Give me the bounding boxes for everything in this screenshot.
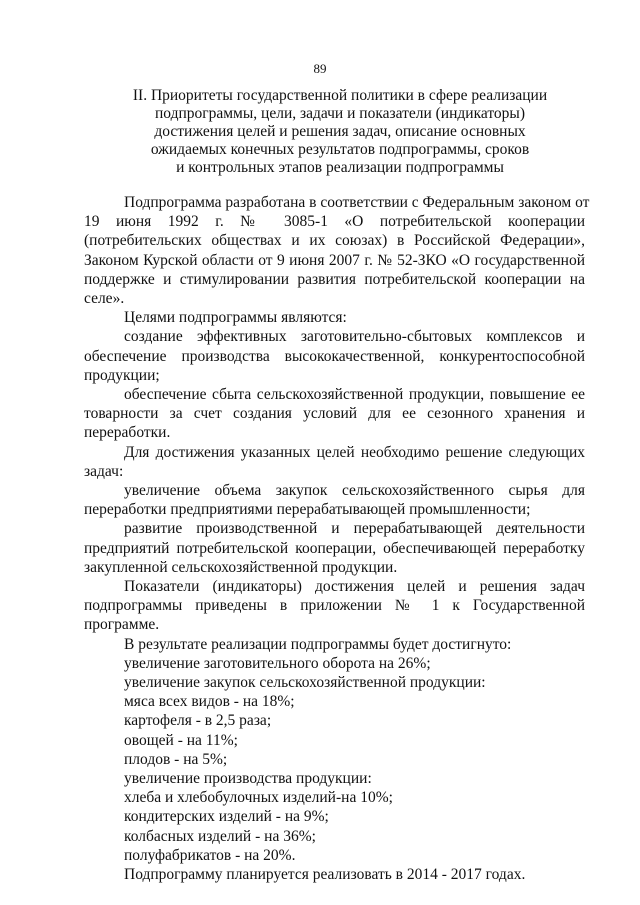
body-line: создание эффективных заготовительно-сбытовых комплексов и (124, 328, 585, 346)
body-line: Показатели (индикаторы) достижения целей и решения задач (124, 578, 585, 595)
body-line: полуфабрикатов - на 20%. (124, 846, 296, 864)
body-line: селе». (84, 290, 125, 307)
body-line: обеспечение сбыта сельскохозяйственной продукции, повышение ее (124, 386, 585, 403)
body-line: увеличение закупок сельскохозяйственной продукции: (124, 674, 486, 691)
body-line: Подпрограмма разработана в соответствии с Федеральным законом от (124, 194, 590, 211)
body-line: товарности за счет создания условий для ее сезонного хранения и (84, 405, 585, 423)
body-line: увеличение производства продукции: (124, 770, 372, 787)
body-line: колбасных изделий - на 36%; (124, 827, 316, 845)
body-line: предприятий потребительской кооперации, обеспечивающей переработку (84, 539, 585, 557)
body-line: обеспечение производства высококачественной, конкурентоспособной (84, 347, 585, 365)
body-line: программе. (84, 616, 160, 634)
body-line: продукции; (84, 366, 160, 384)
body-line: подпрограммы приведены в приложении № 1 к Государственной (84, 597, 585, 615)
body-line: увеличение объема закупок сельскохозяйственного сырья для (124, 482, 585, 499)
body-line: В результате реализации подпрограммы будет достигнуто: (124, 635, 512, 653)
section-heading (100, 87, 580, 177)
body-line: Для достижения указанных целей необходимо решение следующих (124, 443, 585, 461)
body-line: (потребительских обществах и их союзах) в Российской Федерации», (84, 232, 585, 250)
body-line: поддержке и стимулировании развития потребительской кооперации на (84, 270, 585, 288)
heading-line: ожидаемых конечных результатов подпрограммы, сроков (150, 141, 530, 158)
heading-line: достижения целей и решения задач, описание основных (154, 123, 526, 140)
heading-line: и контрольных этапов реализации подпрограммы (176, 159, 504, 176)
body-line: овощей - на 11%; (124, 731, 238, 749)
heading-line: подпрограммы, цели, задачи и показатели (индикаторы) (154, 105, 526, 122)
page-number: 89 (313, 61, 327, 76)
body-line: плодов - на 5%; (124, 750, 228, 768)
body-line: мяса всех видов - на 18%; (124, 693, 295, 711)
body-line: картофеля - в 2,5 раза; (124, 712, 272, 730)
body-line: кондитерских изделий - на 9%; (124, 808, 329, 826)
body-line: переработки предприятиями перерабатывающей промышленности; (84, 501, 531, 519)
body-line: развитие производственной и перерабатывающей деятельности (124, 520, 585, 538)
heading-line: II. Приоритеты государственной политики в сфере реализации (132, 87, 548, 104)
body-line: переработки. (84, 424, 171, 442)
body-line: хлеба и хлебобулочных изделий-на 10%; (124, 789, 393, 807)
body-line: 19 июня 1992 г. № 3085-1 «О потребительской кооперации (84, 213, 585, 231)
body-line: Законом Курской области от 9 июня 2007 г. № 52-ЗКО «О государственной (84, 251, 585, 269)
body-line: увеличение заготовительного оборота на 26%; (124, 654, 431, 672)
body-line: Целями подпрограммы являются: (124, 309, 347, 327)
body-line: Подпрограмму планируется реализовать в 2014 - 2017 годах. (124, 866, 526, 883)
body-line: закупленной сельскохозяйственной продукции. (84, 558, 398, 576)
body-line: задач: (84, 462, 124, 480)
